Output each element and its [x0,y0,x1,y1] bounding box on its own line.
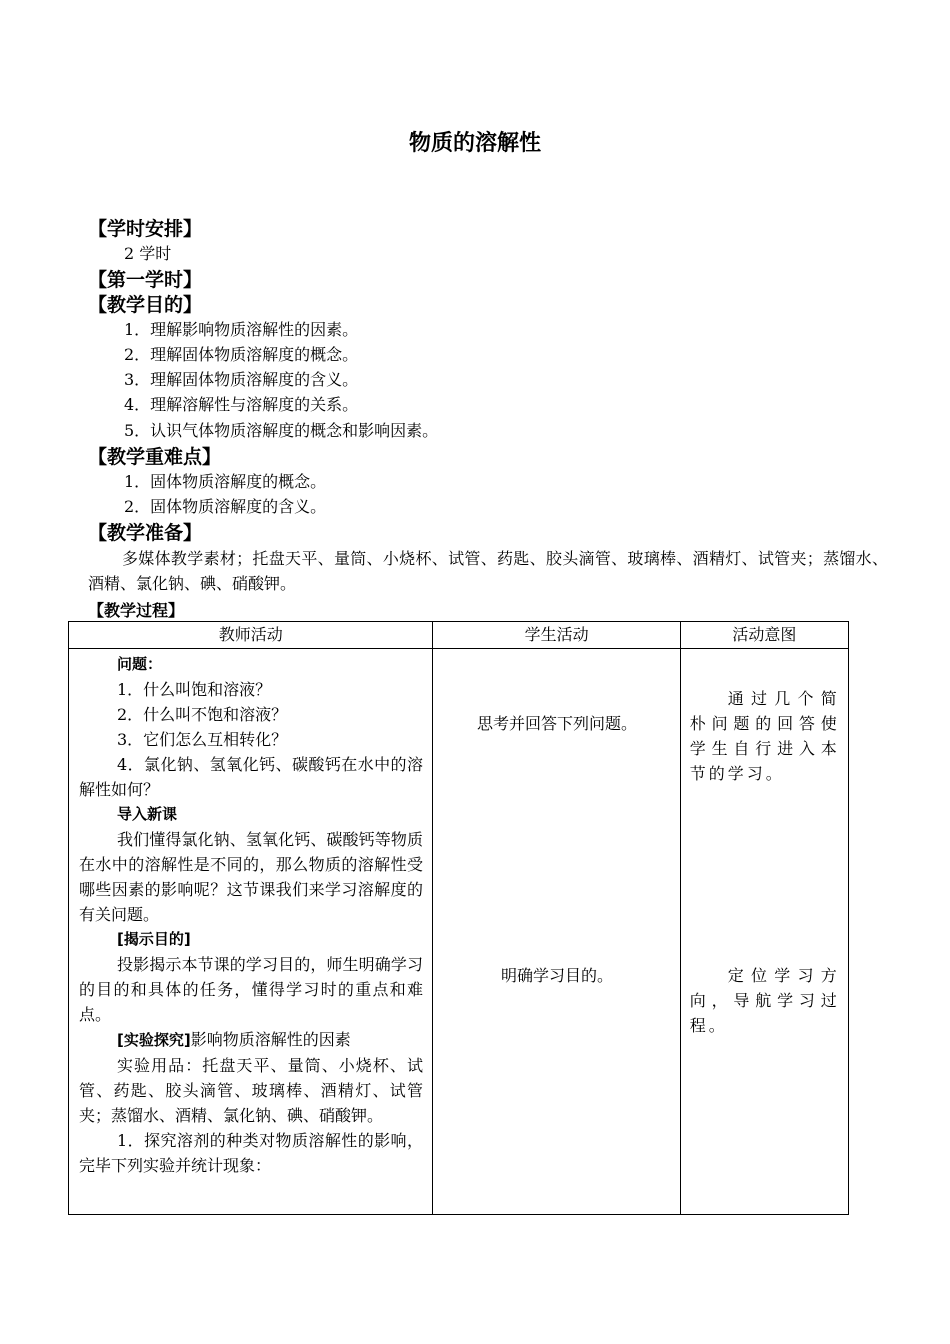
experiment-items: 实验用品：托盘天平、量筒、小烧杯、试管、药匙、胶头滴管、玻璃棒、酒精灯、试管夹；蒸馏水、酒精、氯化钠、碘、硝酸钾。 [79,1056,423,1125]
objective-item: 1．理解影响物质溶解性的因素。 [124,320,359,339]
intro-text: 我们懂得氯化钠、氢氧化钙、碳酸钙等物质在水中的溶解性是不同的，那么物质的溶解性受哪些因素的影响呢？这节课我们来学习溶解度的有关问题。 [79,830,423,924]
student-activity-1: 思考并回答下列问题。 [476,714,637,733]
intent-text-2: 定位学习方向，导航学习过程。 [689,966,840,1035]
question-item: 1．什么叫饱和溶液？ [117,680,272,699]
question-item: 4．氯化钠、氢氧化钙、碳酸钙在水中的溶解性如何？ [79,755,423,799]
key-point-item: 2．固体物质溶解度的含义。 [124,497,327,516]
question-item: 3．它们怎么互相转化？ [117,730,288,749]
teacher-activity-cell [69,649,433,1215]
key-point-item: 1．固体物质溶解度的概念。 [124,472,327,491]
column-header-student: 学生活动 [433,622,680,649]
question-item: 2．什么叫不饱和溶液？ [117,705,288,724]
objective-item: 5．认识气体物质溶解度的概念和影响因素。 [124,421,439,440]
intro-label: 导入新课 [117,805,178,823]
column-header-intent: 活动意图 [680,622,848,649]
first-period-heading: 【第一学时】 [88,269,203,291]
process-heading: 【教学过程】 [88,601,185,620]
goal-text: 投影揭示本节课的学习目的，师生明确学习的目的和具体的任务，懂得学习时的重点和难点。 [79,955,423,1024]
question-label: 问题： [117,655,163,673]
objective-item: 2．理解固体物质溶解度的概念。 [124,345,359,364]
key-points-heading: 【教学重难点】 [88,446,222,468]
page-title: 物质的溶解性 [408,131,541,156]
teacher-activity-text [79,652,423,1178]
schedule-heading: 【学时安排】 [88,218,203,240]
experiment-label: [实验探究] [117,1031,191,1049]
student-activity-cell [433,649,680,1215]
column-header-teacher: 教师活动 [69,622,433,649]
student-activity-2: 明确学习目的。 [500,966,613,985]
goal-label: [揭示目的] [117,930,191,948]
preparation-heading: 【教学准备】 [88,522,203,544]
objective-item: 4．理解溶解性与溶解度的关系。 [124,395,359,414]
table-row [69,649,849,1215]
schedule-value: 2 学时 [124,244,172,263]
table-header-row [69,622,849,649]
experiment-title: 影响物质溶解性的因素 [190,1030,351,1049]
objective-item: 3．理解固体物质溶解度的含义。 [124,370,359,389]
intent-text-1: 通过几个简朴问题的回答使学生自行进入本节的学习。 [689,689,840,783]
process-table [68,621,849,1215]
experiment-heading [79,1027,423,1053]
experiment-step: 1．探究溶剂的种类对物质溶解性的影响，完毕下列实验并统计现象： [79,1131,423,1175]
preparation-text: 多媒体教学素材；托盘天平、量筒、小烧杯、试管、药匙、胶头滴管、玻璃棒、酒精灯、试管夹；蒸馏水、酒精、氯化钠、碘、硝酸钾。 [88,549,888,593]
objectives-heading: 【教学目的】 [88,294,203,316]
intent-cell [680,649,848,1215]
